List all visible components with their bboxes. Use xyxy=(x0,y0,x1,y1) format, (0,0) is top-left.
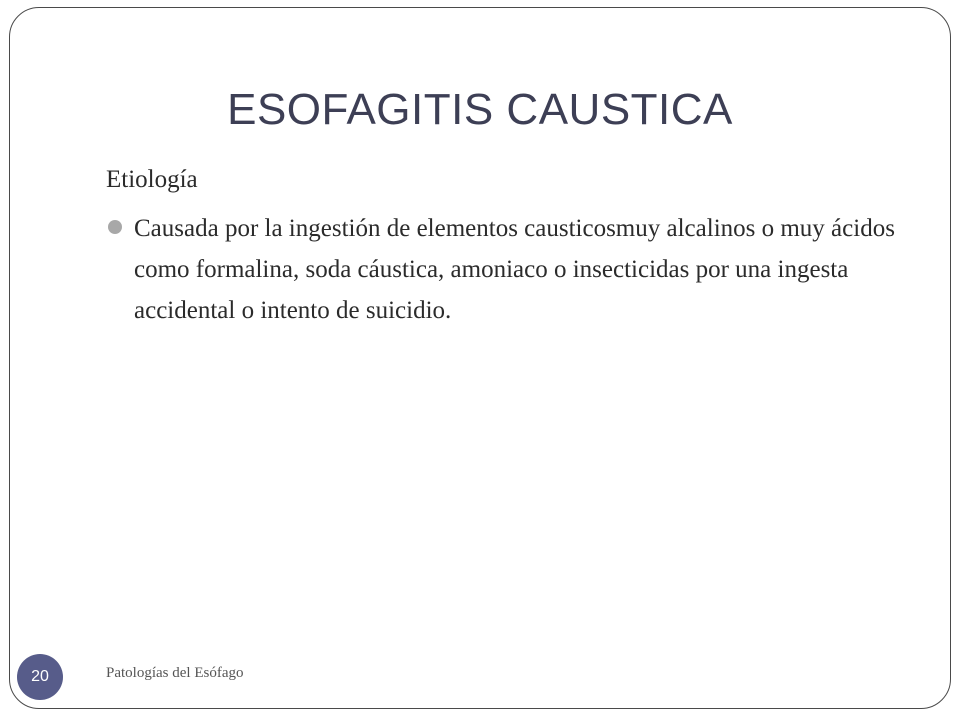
bullet-item xyxy=(106,208,906,331)
section-heading: Etiología xyxy=(106,166,198,193)
page-number-badge: 20 xyxy=(17,654,63,700)
bullet-list xyxy=(106,208,906,331)
bullet-icon xyxy=(108,220,122,234)
bullet-text: Causada por la ingestión de elementos causticosmuy alcalinos o muy ácidos como formalina, soda cáustica, amoniaco o insecticidas por una ingesta accidental o intento de suicidio. xyxy=(134,215,895,324)
slide-title: ESOFAGITIS CAUSTICA xyxy=(227,85,733,134)
footer-text: Patologías del Esófago xyxy=(106,665,244,681)
